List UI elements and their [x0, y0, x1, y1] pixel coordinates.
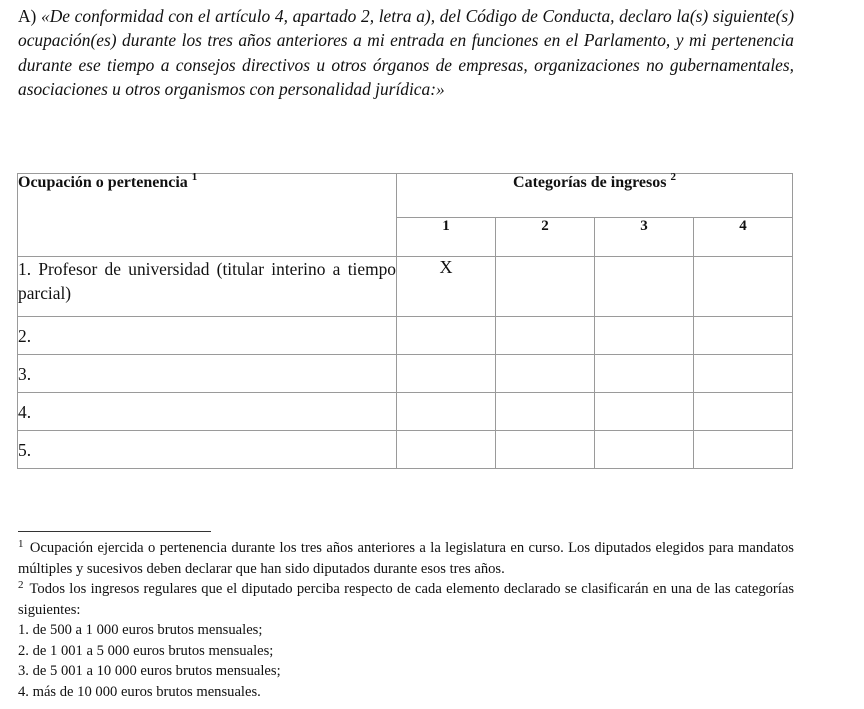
categories-header — [397, 171, 793, 218]
occupation-cell: 1. Profesor de universidad (titular interino a tiempo parcial) — [18, 257, 397, 317]
category-1-cell: X — [397, 257, 496, 317]
footnote-1-text: Ocupación ejercida o pertenencia durante los tres años anteriores a la legislatura en curso. Los diputados elegidos para mandatos múltiples y sucesivos deben declarar que han sido diputados durante esos tres años. — [18, 540, 794, 577]
income-category-1: 1. de 500 a 1 000 euros brutos mensuales; — [18, 622, 263, 638]
occupation-cell: 2. — [18, 317, 397, 355]
category-2-cell — [496, 355, 595, 393]
occupation-header — [18, 171, 397, 257]
table-row — [18, 317, 793, 355]
category-1-cell — [397, 355, 496, 393]
occupation-cell: 3. — [18, 355, 397, 393]
table-header-row — [18, 174, 793, 218]
occupation-header-label: Ocupación o pertenencia — [18, 174, 188, 191]
income-category-2: 2. de 1 001 a 5 000 euros brutos mensuales; — [18, 642, 274, 659]
occupation-header-footnote-ref: 1 — [191, 171, 198, 183]
category-1-cell — [397, 393, 496, 431]
footnote-1-mark: 1 — [18, 538, 24, 550]
category-1-cell — [397, 431, 496, 469]
table-row — [18, 257, 793, 317]
category-4-cell — [694, 317, 793, 355]
table-row — [18, 355, 793, 393]
intro-quote: «De conformidad con el artículo 4, apartado 2, letra a), del Código de Conducta, declaro la(s) siguiente(s) ocupación(es) durante los tres años anteriores a mi entrada en funciones en el Parlamento, y mi pertenencia durante ese tiempo a consejos directivos u otros órganos de empresas, organizaciones no gubernamentales, asociaciones u otros organismos con personalidad jurídica:» — [18, 6, 794, 100]
category-4-header: 4 — [694, 218, 793, 257]
category-3-cell — [595, 355, 694, 393]
category-3-cell — [595, 393, 694, 431]
category-4-cell — [694, 257, 793, 317]
category-1-header: 1 — [397, 218, 496, 257]
footnote-1 — [18, 538, 794, 579]
category-2-cell — [496, 257, 595, 317]
category-2-cell — [496, 393, 595, 431]
category-2-cell — [496, 431, 595, 469]
category-3-cell — [595, 431, 694, 469]
category-1-cell — [397, 317, 496, 355]
footnote-2-text: Todos los ingresos regulares que el diputado perciba respecto de cada elemento declarado se clasificarán en una de las categorías siguientes: — [18, 581, 794, 618]
occupation-cell: 5. — [18, 431, 397, 469]
footnotes — [18, 538, 794, 702]
category-4-cell — [694, 355, 793, 393]
table-row — [18, 393, 793, 431]
category-3-header: 3 — [595, 218, 694, 257]
category-3-cell — [595, 317, 694, 355]
category-2-cell — [496, 317, 595, 355]
footnote-2 — [18, 579, 794, 620]
declaration-table — [17, 173, 793, 469]
occupation-cell: 4. — [18, 393, 397, 431]
category-4-cell — [694, 431, 793, 469]
category-2-header: 2 — [496, 218, 595, 257]
income-category-3: 3. de 5 001 a 10 000 euros brutos mensuales; — [18, 663, 281, 679]
category-4-cell — [694, 393, 793, 431]
intro-paragraph — [18, 4, 794, 102]
category-3-cell — [595, 257, 694, 317]
footnote-2-mark: 2 — [18, 579, 24, 591]
table-row — [18, 431, 793, 469]
footnote-separator — [18, 531, 211, 532]
section-marker: A) — [18, 6, 37, 26]
income-category-4: 4. más de 10 000 euros brutos mensuales. — [18, 683, 261, 700]
categories-header-label: Categorías de ingresos — [513, 174, 667, 191]
categories-header-footnote-ref: 2 — [670, 171, 676, 183]
